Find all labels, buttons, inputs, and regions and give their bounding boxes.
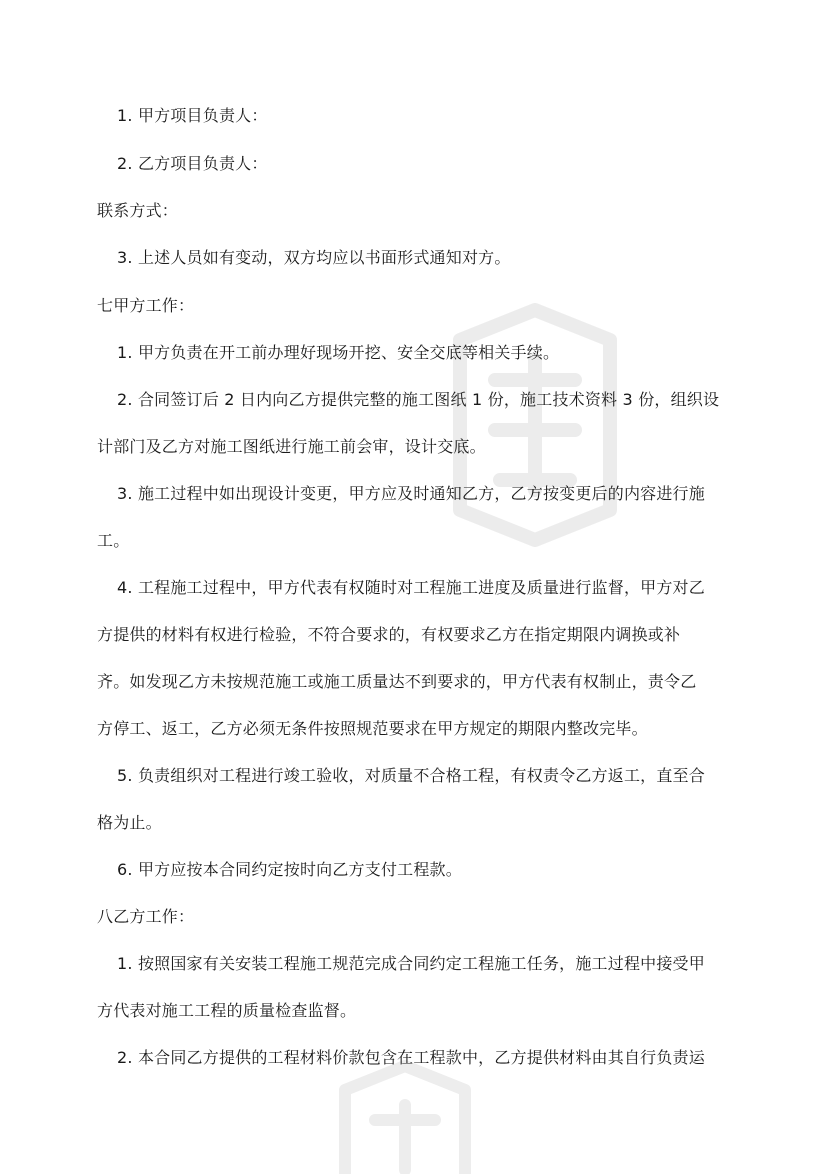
text-line: 3. 施工过程中如出现设计变更，甲方应及时通知乙方，乙方按变更后的内容进行施	[117, 484, 705, 503]
text-line: 4. 工程施工过程中，甲方代表有权随时对工程施工进度及质量进行监督，甲方对乙	[117, 578, 705, 597]
text-line: 齐。如发现乙方未按规范施工或施工质量达不到要求的，甲方代表有权制止，责令乙	[97, 672, 697, 691]
text-line: 方代表对施工工程的质量检查监督。	[97, 1001, 357, 1020]
section-heading: 八乙方工作：	[97, 907, 195, 926]
text-line: 工。	[97, 531, 130, 550]
text-line: 1. 甲方项目负责人：	[117, 106, 268, 125]
text-line: 2. 乙方项目负责人：	[117, 154, 268, 173]
text-line: 1. 按照国家有关安装工程施工规范完成合同约定工程施工任务，施工过程中接受甲	[117, 954, 705, 973]
text-line: 联系方式：	[97, 201, 179, 220]
text-line: 1. 甲方负责在开工前办理好现场开挖、安全交底等相关手续。	[117, 343, 560, 362]
text-line: 2. 本合同乙方提供的工程材料价款包含在工程款中，乙方提供材料由其自行负责运	[117, 1048, 705, 1067]
text-line: 2. 合同签订后 2 日内向乙方提供完整的施工图纸 1 份，施工技术资料 3 份，组织设	[117, 390, 720, 409]
text-line: 6. 甲方应按本合同约定按时向乙方支付工程款。	[117, 860, 462, 879]
text-line: 3. 上述人员如有变动，双方均应以书面形式通知对方。	[117, 248, 511, 267]
text-line: 计部门及乙方对施工图纸进行施工前会审，设计交底。	[97, 437, 486, 456]
text-line: 方提供的材料有权进行检验，不符合要求的，有权要求乙方在指定期限内调换或补	[97, 625, 681, 644]
text-line: 格为止。	[97, 813, 162, 832]
section-heading: 七甲方工作：	[97, 296, 195, 315]
text-line: 5. 负责组织对工程进行竣工验收，对质量不合格工程，有权责令乙方返工，直至合	[117, 766, 705, 785]
text-line: 方停工、返工，乙方必须无条件按照规范要求在甲方规定的期限内整改完毕。	[97, 719, 648, 738]
